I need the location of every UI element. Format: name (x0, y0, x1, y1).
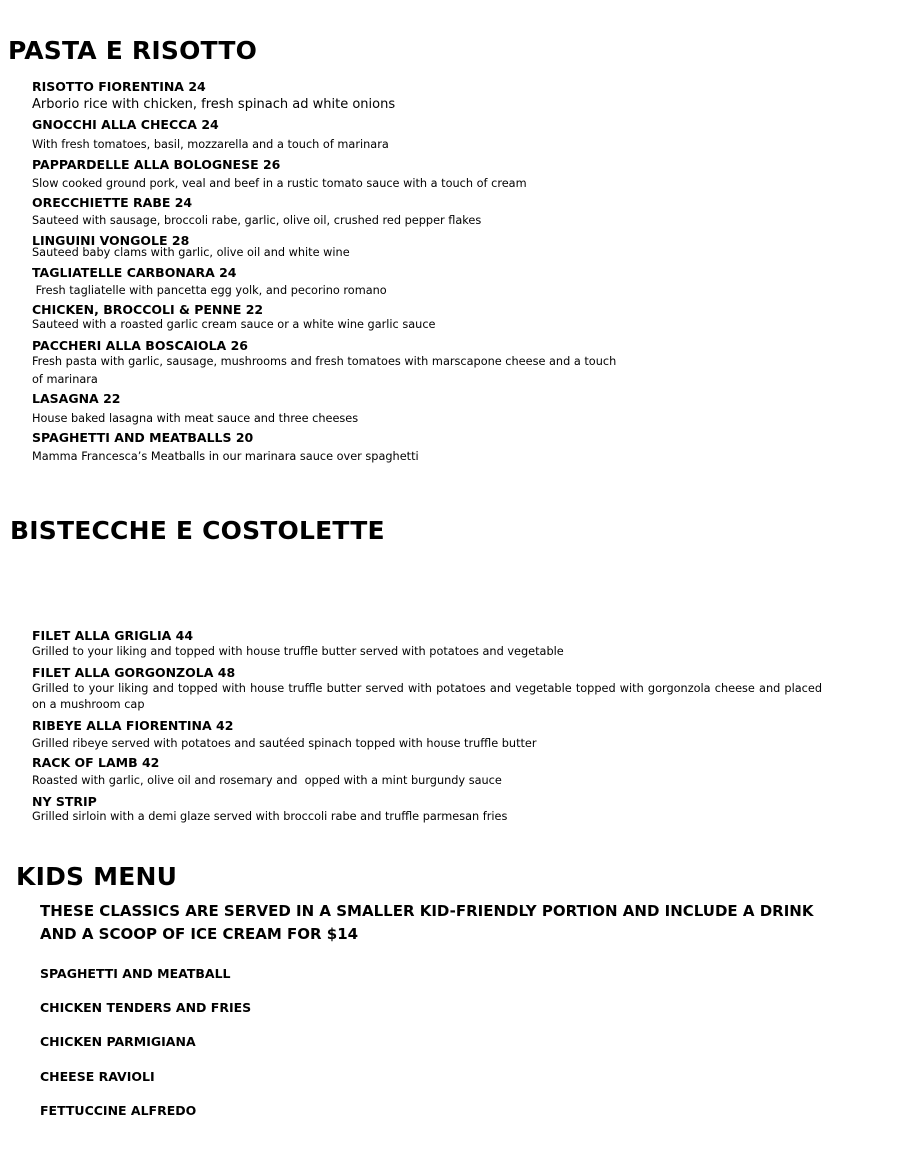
menu-item-name: RISOTTO FIORENTINA 24 (32, 79, 206, 94)
menu-item-name: SPAGHETTI AND MEATBALLS 20 (32, 430, 254, 445)
menu-item-name: RACK OF LAMB 42 (32, 755, 160, 770)
menu-item-description: Fresh pasta with garlic, sausage, mushrooms and fresh tomatoes with marscapone cheese and a touch of marinara (32, 355, 617, 386)
menu-item-description: Mamma Francesca’s Meatballs in our marinara sauce over spaghetti (32, 450, 419, 463)
kids-menu-item: SPAGHETTI AND MEATBALL (40, 966, 231, 981)
menu-item-name: ORECCHIETTE RABE 24 (32, 195, 193, 210)
menu-item-name: LINGUINI VONGOLE 28 (32, 233, 190, 248)
menu-item-description: Arborio rice with chicken, fresh spinach ad white onions (32, 97, 396, 112)
menu-item-name: GNOCCHI ALLA CHECCA 24 (32, 117, 219, 132)
steaks-section-title: BISTECCHE E COSTOLETTE (10, 516, 385, 545)
menu-item-name: CHICKEN, BROCCOLI & PENNE 22 (32, 302, 264, 317)
kids-menu-intro: THESE CLASSICS ARE SERVED IN A SMALLER KID-FRIENDLY PORTION AND INCLUDE A DRINK AND A SCOOP OF ICE CREAM FOR $14 (40, 902, 814, 943)
menu-item-name: LASAGNA 22 (32, 391, 121, 406)
menu-item-description: Sauteed with a roasted garlic cream sauce or a white wine garlic sauce (32, 318, 436, 331)
menu-item-description: Sauteed with sausage, broccoli rabe, garlic, olive oil, crushed red pepper flakes (32, 214, 482, 227)
menu-item-name: FILET ALLA GRIGLIA 44 (32, 628, 194, 643)
menu-item-name: TAGLIATELLE CARBONARA 24 (32, 265, 237, 280)
menu-item-description: House baked lasagna with meat sauce and three cheeses (32, 412, 359, 425)
menu-item-description: Grilled to your liking and topped with house truffle butter served with potatoes and vegetable (32, 645, 564, 658)
menu-item-name: RIBEYE ALLA FIORENTINA 42 (32, 718, 234, 733)
kids-menu-item: FETTUCCINE ALFREDO (40, 1103, 197, 1118)
menu-item-description: Grilled to your liking and topped with house truffle butter served with potatoes and vegetable topped with gorgonzola cheese and placed on a mushroom cap (32, 682, 822, 711)
kids-section-title: KIDS MENU (16, 862, 178, 891)
menu-item-description: With fresh tomatoes, basil, mozzarella and a touch of marinara (32, 138, 389, 151)
menu-item-description: Slow cooked ground pork, veal and beef in a rustic tomato sauce with a touch of cream (32, 177, 527, 190)
menu-item-description: Fresh tagliatelle with pancetta egg yolk, and pecorino romano (32, 284, 387, 297)
kids-menu-item: CHEESE RAVIOLI (40, 1069, 155, 1084)
menu-item-description: Grilled sirloin with a demi glaze served with broccoli rabe and truffle parmesan fries (32, 810, 508, 823)
menu-item-name: PAPPARDELLE ALLA BOLOGNESE 26 (32, 157, 281, 172)
menu-item-description: Grilled ribeye served with potatoes and sautéed spinach topped with house truffle butter (32, 737, 537, 750)
kids-menu-item: CHICKEN TENDERS AND FRIES (40, 1000, 252, 1015)
menu-item-name: NY STRIP (32, 794, 97, 809)
menu-item-name: PACCHERI ALLA BOSCAIOLA 26 (32, 338, 248, 353)
menu-item-description: Sauteed baby clams with garlic, olive oil and white wine (32, 246, 350, 259)
menu-item-description: Roasted with garlic, olive oil and rosemary and opped with a mint burgundy sauce (32, 774, 502, 787)
menu-item-name: FILET ALLA GORGONZOLA 48 (32, 665, 236, 680)
kids-menu-item: CHICKEN PARMIGIANA (40, 1034, 196, 1049)
pasta-section-title: PASTA E RISOTTO (8, 36, 258, 65)
